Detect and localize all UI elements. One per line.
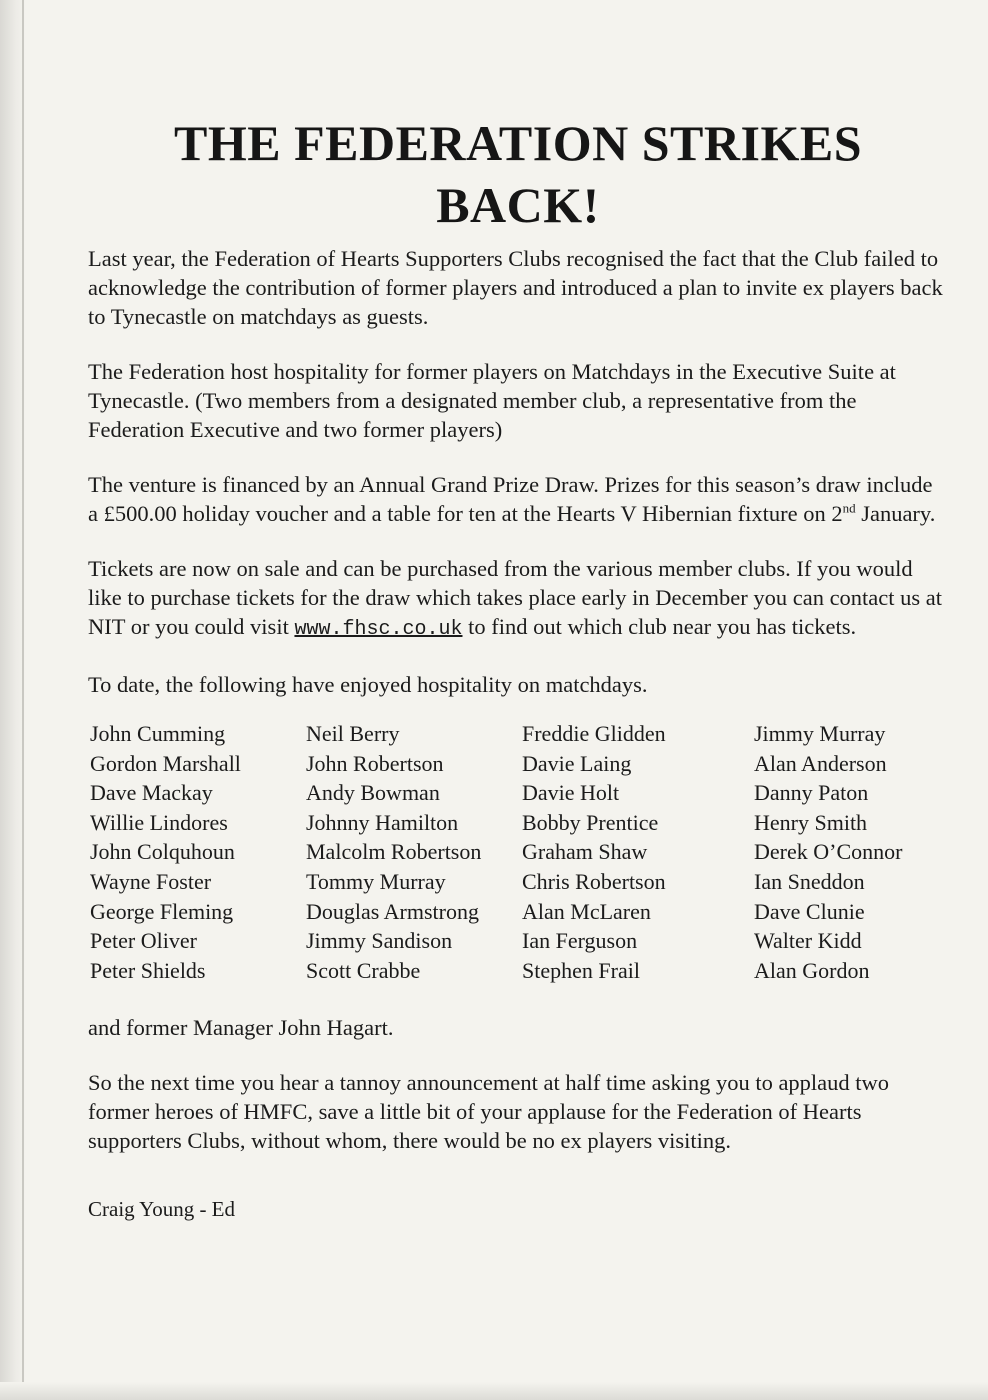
player-name: Dave Clunie — [754, 898, 865, 924]
article-title — [88, 112, 948, 236]
player-name: Davie Holt — [522, 780, 620, 806]
player-name: Chris Robertson — [522, 868, 666, 894]
player-name: Danny Paton — [754, 780, 869, 806]
binding-line — [22, 0, 24, 1400]
player-name: Davie Laing — [522, 750, 632, 776]
player-name: Freddie Glidden — [522, 721, 666, 746]
player-name: Derek O’Connor — [754, 839, 903, 865]
player-name: John Colquhoun — [90, 839, 235, 865]
player-name: John Cumming — [90, 721, 226, 746]
player-name: John Robertson — [306, 750, 444, 776]
player-name: Tommy Murray — [306, 868, 446, 894]
manager-line: and former Manager John Hagart. — [88, 1015, 394, 1041]
player-name: Gordon Marshall — [90, 750, 241, 776]
venture-text: The venture is financed by an Annual Grand Prize Draw. Prizes for this season’s draw include a £500.00 holiday voucher and a table for ten at the Hearts V Hibernian fixture on 2 — [88, 472, 933, 526]
player-name: Ian Ferguson — [522, 928, 638, 954]
player-name: Peter Oliver — [90, 928, 197, 954]
player-name: Jimmy Sandison — [306, 928, 453, 954]
player-name: Wayne Foster — [90, 868, 212, 894]
player-name: Malcolm Robertson — [306, 839, 482, 865]
player-name: Alan Gordon — [754, 957, 870, 983]
player-name: Alan McLaren — [522, 898, 651, 924]
signature: Craig Young - Ed — [88, 1197, 236, 1222]
player-name: Walter Kidd — [754, 928, 862, 954]
player-name: Johnny Hamilton — [306, 809, 459, 835]
player-name: Scott Crabbe — [306, 957, 421, 983]
player-name: Andy Bowman — [306, 780, 440, 806]
players-list — [90, 719, 948, 985]
tickets-paragraph — [88, 554, 948, 644]
article — [88, 112, 948, 1224]
venture-paragraph — [88, 470, 948, 528]
page-bottom-edge — [0, 1382, 988, 1400]
date-ordinal: nd — [842, 500, 856, 516]
title-line-1: THE FEDERATION STRIKES — [173, 115, 863, 171]
tickets-text-end: to find out which club near you has tickets. — [462, 614, 857, 639]
player-name: Ian Sneddon — [754, 868, 865, 894]
intro-paragraph: Last year, the Federation of Hearts Supporters Clubs recognised the fact that the Club failed to acknowledge the contribution of former players and introduced a plan to invite ex players back to Tynecastle on matchdays as guests. — [88, 246, 943, 329]
player-name: George Fleming — [90, 898, 234, 924]
player-name: Peter Shields — [90, 957, 206, 983]
player-name: Dave Mackay — [90, 780, 213, 806]
player-name: Henry Smith — [754, 809, 868, 835]
player-name: Alan Anderson — [754, 750, 887, 776]
closing-paragraph: So the next time you hear a tannoy announcement at half time asking you to applaud two former heroes of HMFC, save a little bit of your applause for the Federation of Hearts supporters Clubs, without whom, there would be no ex players visiting. — [88, 1070, 890, 1154]
to-date-paragraph: To date, the following have enjoyed hospitality on matchdays. — [88, 672, 648, 697]
title-line-2: BACK! — [436, 177, 600, 233]
website-link[interactable]: www.fhsc.co.uk — [294, 618, 463, 641]
player-name: Graham Shaw — [522, 839, 648, 865]
hospitality-paragraph: The Federation host hospitality for former players on Matchdays in the Executive Suite at Tynecastle. (Two members from a designated member club, a representative from the Federation Executive and two former players) — [88, 359, 896, 442]
player-name: Jimmy Murray — [754, 721, 886, 746]
player-name: Willie Lindores — [90, 809, 228, 835]
venture-text-end: January. — [855, 501, 936, 526]
tickets-text: Tickets are now on sale and can be purchased from the various member clubs. If you would like to purchase tickets for the draw which takes place early in December you can contact us at NIT or you could visit — [88, 556, 943, 639]
player-name: Stephen Frail — [522, 957, 640, 983]
player-name: Bobby Prentice — [522, 809, 659, 835]
player-name: Douglas Armstrong — [306, 898, 479, 924]
player-name: Neil Berry — [306, 721, 400, 746]
